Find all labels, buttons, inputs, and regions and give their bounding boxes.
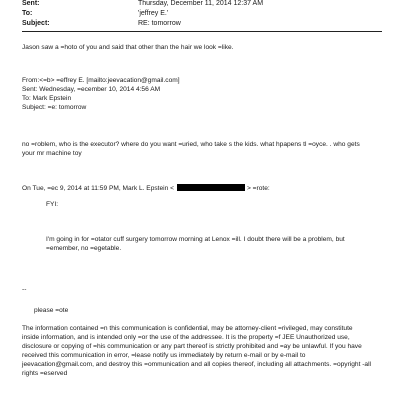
reply-line: Jason saw a =hoto of you and said that other than the hair we look =like. [22,44,234,51]
header-to-row [22,10,382,19]
disclaimer-line-4: received this communication in error, =lease notify us immediately by return e-mail or by e-mail to [22,352,306,359]
subject-label: Subject: [22,20,50,27]
to-label: To: [22,10,33,17]
quote-fyi: FYI: [46,201,59,208]
redaction-bar [177,184,245,191]
header-divider [22,31,382,32]
header-subject-row [22,20,382,29]
message-line-1: no =roblem, who is the executor? where do you want =uried, who take s the kids. what hpapens tl =oyce. . who gets [22,141,360,148]
sent-value: Thursday, December 11, 2014 12:37 AM [138,0,264,7]
footer-please-note: please =ote [34,307,69,314]
forward-sent: Sent: Wednesday, =ecember 10, 2014 4:56 AM [22,86,161,93]
sent-label: Sent: [22,0,40,7]
message-line-2: your mr machine toy [22,150,82,157]
disclaimer-line-5: jeevacation@gmail.com, and destroy this =ommunication and all copies thereof, including all attachments. =opyright -all [22,361,372,368]
quote-intro [22,184,270,193]
forward-to: To: Mark Epstein [22,95,72,102]
disclaimer-line-1: The information contained =n this communication is confidential, may be attorney-client =rivileged, may constitute [22,325,353,332]
quote-intro-after: > =rote: [247,185,270,192]
quote-body-1: I'm going in for =otator cuff surgery tomorrow morning at Lenox =ill. I doubt there will be a problem, but [46,236,345,243]
subject-value: RE: tomorrow [138,20,181,27]
disclaimer-line-6: rights =eserved [22,370,68,377]
header-sent-row [22,0,382,9]
forward-from: From:<=b> =effrey E. [mailto:jeevacation@gmail.com] [22,77,180,84]
to-value: 'jeffrey E.' [138,10,169,17]
quote-intro-before: On Tue, =ec 9, 2014 at 11:59 PM, Mark L. Epstein < [22,185,174,192]
quote-body-2: =emember, no =egetable. [46,245,122,252]
disclaimer-line-3: disclosure or copying of =his communication or any part thereof is strictly prohibited and =ay be unlawful. If you have [22,343,362,350]
footer-dashes: -- [22,286,27,293]
disclaimer-line-2: inside information, and is intended only =or the use of the addressee. It is the property =f JEE Unauthorized use, [22,334,350,341]
forward-subject: Subject: =e: tomorrow [22,104,87,111]
